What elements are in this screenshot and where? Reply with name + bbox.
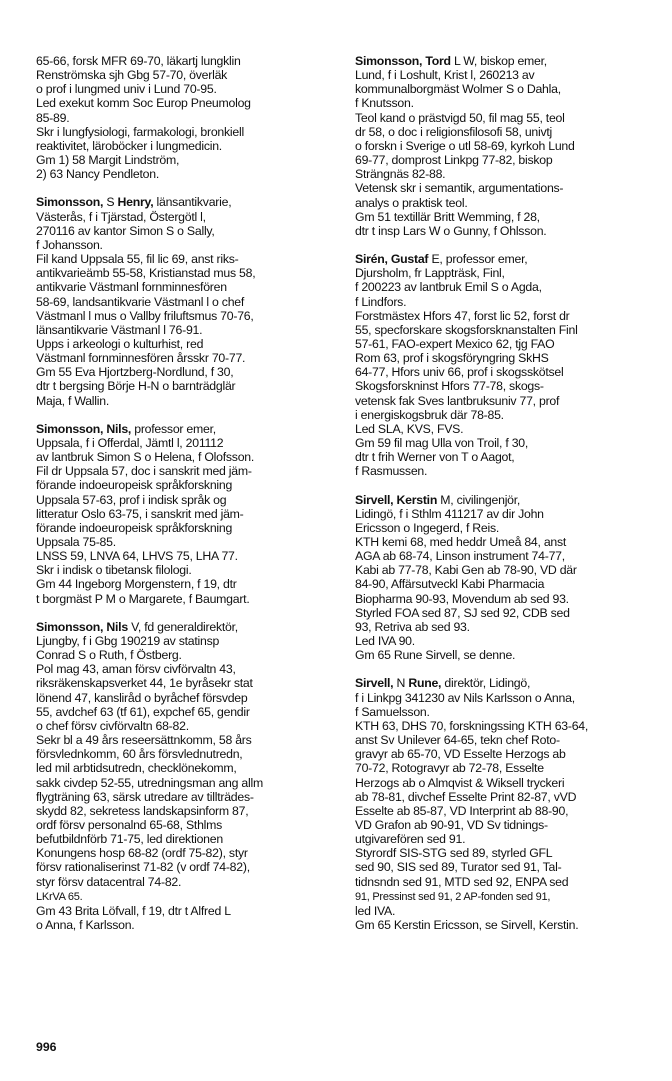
entry-name: Simonsson, xyxy=(36,195,104,210)
entry-text: sed 90, SIS sed 89, Turator sed 91, Tal- xyxy=(355,860,562,875)
entry-text-line xyxy=(36,676,336,690)
entry-text: 55, avdchef 63 (tf 61), expchef 65, gendir xyxy=(36,704,250,719)
entry-text-line xyxy=(355,280,655,294)
entry-text: t borgmäst P M o Margarete, f Baumgart. xyxy=(36,591,250,606)
entry-text-line xyxy=(355,648,655,662)
entry-text: led mil arbtidsutredn, checklönekomm, xyxy=(36,761,237,776)
entry-name: Rune, xyxy=(408,676,442,691)
entry-text: Skr i indisk o tibetansk filologi. xyxy=(36,563,192,578)
entry-text-line xyxy=(355,620,655,634)
entry-text: dtr t bergsing Börje H-N o barnträdglär xyxy=(36,379,236,394)
entry-text: Fil dr Uppsala 57, doc i sanskrit med jäm- xyxy=(36,464,252,479)
biography-entry-tord xyxy=(355,54,655,238)
entry-text-line xyxy=(355,464,655,478)
entry-text: Upps i arkeologi o kulturhist, red xyxy=(36,336,204,351)
entry-text: flygträning 63, särsk utredare av tillträdes- xyxy=(36,789,254,804)
entry-text-line xyxy=(355,507,655,521)
entry-heading-line xyxy=(36,620,336,634)
entry-text-line xyxy=(355,196,655,210)
entry-text-line xyxy=(355,521,655,535)
entry-text: Esselte ab 85-87, VD Interprint ab 88-90, xyxy=(355,803,569,818)
entry-text: led IVA. xyxy=(355,903,396,918)
entry-text-line xyxy=(355,111,655,125)
entry-text: KTH kemi 68, med heddr Umeå 84, anst xyxy=(355,535,567,549)
entry-text-line xyxy=(355,804,655,818)
entry-text: VD Grafon ab 90-91, VD Sv tidnings- xyxy=(355,817,548,832)
entry-text-line xyxy=(36,521,336,535)
entry-text: o forskn i Sverige o utl 58-69, kyrkoh Lund xyxy=(355,138,575,153)
entry-text-line xyxy=(36,904,336,918)
biography-entry-henry xyxy=(36,195,336,407)
entry-text-line xyxy=(355,422,655,436)
entry-text-line xyxy=(36,125,336,139)
entry-text: f Johansson. xyxy=(36,237,103,252)
entry-text-line xyxy=(36,889,336,904)
entry-text-line xyxy=(36,280,336,294)
entry-text: f Knutsson. xyxy=(355,96,414,111)
entry-name: Simonsson, Tord xyxy=(355,54,451,68)
entry-text-line xyxy=(36,662,336,676)
entry-text: antikvarieämb 55-58, Kristianstad mus 58, xyxy=(36,266,256,281)
entry-text: direktör, Lidingö, xyxy=(441,676,531,691)
entry-text: Rom 63, prof i skogsföryngring SkHS xyxy=(355,351,549,366)
entry-text-line xyxy=(355,323,655,337)
entry-text-line xyxy=(355,904,655,918)
entry-text: f i Linkpg 341230 av Nils Karlsson o Anna, xyxy=(355,690,575,705)
entry-text: antikvarie Västmanl fornminnesfören xyxy=(36,280,227,295)
entry-text: 65-66, forsk MFR 69-70, läkartj lungklin xyxy=(36,54,241,68)
entry-text-line xyxy=(36,733,336,747)
entry-text: 84-90, Affärsutveckl Kabi Pharmacia xyxy=(355,577,545,592)
entry-text-line xyxy=(355,592,655,606)
biography-entry-kerstin xyxy=(355,493,655,663)
entry-text-line xyxy=(355,351,655,365)
entry-text-line xyxy=(36,577,336,591)
entry-text-line xyxy=(355,790,655,804)
entry-text: analys o praktisk teol. xyxy=(355,195,468,210)
entry-text-line xyxy=(36,493,336,507)
entry-text: f 200223 av lantbruk Emil S o Agda, xyxy=(355,280,542,295)
entry-text-line xyxy=(355,918,655,932)
entry-text-line xyxy=(355,776,655,790)
entry-text-line xyxy=(355,153,655,167)
entry-text-line xyxy=(36,82,336,96)
entry-text-line xyxy=(36,705,336,719)
entry-text: sakk civdep 52-55, utredningsman ang allm xyxy=(36,775,263,790)
entry-text: Styrled FOA sed 87, SJ sed 92, CDB sed xyxy=(355,605,570,620)
entry-text-line xyxy=(36,846,336,860)
entry-text: N xyxy=(393,676,409,691)
entry-text-line xyxy=(36,464,336,478)
entry-text-line xyxy=(355,365,655,379)
entry-heading-line xyxy=(355,252,655,266)
entry-text: styr försv datacentral 74-82. xyxy=(36,874,182,889)
entry-text: Skogsforskninst Hfors 77-78, skogs- xyxy=(355,379,544,394)
entry-text-line xyxy=(36,96,336,110)
entry-text-line xyxy=(36,563,336,577)
entry-text: litteratur Oslo 63-75, i sanskrit med jäm- xyxy=(36,506,244,521)
entry-text-line xyxy=(36,351,336,365)
entry-text: länsantikvarie, xyxy=(153,195,232,210)
entry-text: Västmanl l mus o Vallby friluftsmus 70-76, xyxy=(36,308,254,323)
entry-text-line xyxy=(36,210,336,224)
entry-text: dr 58, o doc i religionsfilosofi 58, univtj xyxy=(355,124,553,139)
entry-text: lönend 47, kansliråd o byråchef försvdep xyxy=(36,690,248,705)
entry-text: försvlednkomm, 60 års försvlednutredn, xyxy=(36,747,243,762)
entry-text-line xyxy=(36,860,336,874)
entry-text-line xyxy=(36,379,336,393)
entry-text: Lund, f i Loshult, Krist l, 260213 av xyxy=(355,68,535,83)
entry-text-line xyxy=(355,889,655,904)
entry-text-line xyxy=(355,408,655,422)
entry-text: 69-77, domprost Linkpg 77-82, biskop xyxy=(355,153,553,168)
entry-text: Gm 51 textillär Britt Wemming, f 28, xyxy=(355,209,540,224)
entry-text: utgivarefören sed 91. xyxy=(355,832,466,847)
entry-text: anst Sv Unilever 64-65, tekn chef Roto- xyxy=(355,733,560,748)
entry-name: Henry, xyxy=(117,195,154,210)
entry-text-line xyxy=(36,719,336,733)
entry-text-line xyxy=(355,606,655,620)
entry-text-line xyxy=(355,96,655,110)
entry-text-line xyxy=(355,436,655,450)
entry-text-line xyxy=(355,846,655,860)
entry-text-line xyxy=(36,365,336,379)
entry-text-line xyxy=(36,323,336,337)
entry-text: V, fd generaldirektör, xyxy=(127,619,238,634)
entry-text: Gm 55 Eva Hjortzberg-Nordlund, f 30, xyxy=(36,365,234,380)
entry-text-line xyxy=(36,153,336,167)
entry-text: Forstmästex Hfors 47, forst lic 52, forst dr xyxy=(355,308,570,323)
entry-text: f Rasmussen. xyxy=(355,464,428,479)
entry-text-line xyxy=(355,82,655,96)
entry-text-line xyxy=(36,592,336,606)
entry-text-line xyxy=(36,747,336,761)
entry-text: professor emer, xyxy=(131,421,216,436)
entry-text: Pol mag 43, aman försv civförvaltn 43, xyxy=(36,662,236,677)
entry-text-line xyxy=(355,337,655,351)
entry-text-line xyxy=(355,691,655,705)
entry-text-line xyxy=(355,394,655,408)
entry-text: ordf försv personalnd 65-68, Sthlms xyxy=(36,817,223,832)
entry-text-line xyxy=(355,577,655,591)
entry-text: KTH 63, DHS 70, forskningssing KTH 63-64, xyxy=(355,718,589,733)
entry-text: Biopharma 90-93, Movendum ab sed 93. xyxy=(355,591,569,606)
entry-text: Västerås, f i Tjärstad, Östergötl l, xyxy=(36,209,206,224)
entry-heading-line xyxy=(36,195,336,209)
entry-text-line xyxy=(355,210,655,224)
entry-text: Gm 43 Brita Löfvall, f 19, dtr t Alfred L xyxy=(36,903,231,918)
entry-text: Ericsson o Ingegerd, f Reis. xyxy=(355,520,500,535)
entry-text-line xyxy=(36,266,336,280)
entry-text: Strängnäs 82-88. xyxy=(355,167,446,182)
entry-text: länsantikvarie Västmanl l 76-91. xyxy=(36,322,203,337)
left-column xyxy=(36,54,336,946)
entry-text-line xyxy=(36,761,336,775)
entry-heading-line xyxy=(36,54,336,68)
entry-text: Västmanl fornminnesfören årsskr 70-77. xyxy=(36,351,246,366)
entry-text: Uppsala 57-63, prof i indisk språk og xyxy=(36,492,227,507)
entry-text-line xyxy=(355,733,655,747)
entry-text: Sekr bl a 49 års reseersättnkomm, 58 års xyxy=(36,733,252,748)
entry-text: vetensk fak Sves lantbruksuniv 77, prof xyxy=(355,393,560,408)
entry-text: o Anna, f Karlsson. xyxy=(36,918,135,933)
entry-text: tidnsndn sed 91, MTD sed 92, ENPA sed xyxy=(355,874,569,889)
entry-text: 64-77, Hfors univ 66, prof i skogsskötsel xyxy=(355,365,564,380)
entry-text-line xyxy=(355,832,655,846)
entry-text-line xyxy=(36,167,336,181)
entry-text-line xyxy=(355,634,655,648)
entry-text: befutbildnförb 71-75, led direktionen xyxy=(36,832,223,847)
entry-text: Gm 65 Kerstin Ericsson, se Sirvell, Kerstin. xyxy=(355,918,579,933)
entry-heading-line xyxy=(355,493,655,507)
biography-entry-nils xyxy=(36,422,336,606)
entry-text-line xyxy=(36,818,336,832)
entry-text: 55, specforskare skogsforsknanstalten Finl xyxy=(355,322,578,337)
biography-entry-siren xyxy=(355,252,655,479)
entry-text-line xyxy=(355,309,655,323)
entry-text: Led IVA 90. xyxy=(355,634,415,649)
entry-text-line xyxy=(355,295,655,309)
entry-text: Gm 65 Rune Sirvell, se denne. xyxy=(355,648,516,663)
entry-text: 270116 av kantor Simon S o Sally, xyxy=(36,223,215,238)
entry-text-line xyxy=(36,549,336,563)
entry-name: Simonsson, Nils xyxy=(36,619,128,634)
entry-text: Djursholm, fr Lappträsk, Finl, xyxy=(355,266,505,281)
entry-text: 57-61, FAO-expert Mexico 62, tjg FAO xyxy=(355,336,555,351)
entry-text: 91, Pressinst sed 91, 2 AP-fonden sed 91, xyxy=(355,890,551,903)
entry-text-line xyxy=(36,139,336,153)
entry-text: E, professor emer, xyxy=(428,252,528,267)
entry-heading-line xyxy=(355,54,655,68)
biography-entry-rune xyxy=(355,676,655,932)
entry-text: Uppsala, f i Offerdal, Jämtl l, 201112 xyxy=(36,435,224,450)
entry-text: Lidingö, f i Sthlm 411217 av dir John xyxy=(355,506,544,521)
entry-text-line xyxy=(355,549,655,563)
entry-text: f Lindfors. xyxy=(355,294,407,309)
entry-text-line xyxy=(36,450,336,464)
entry-text-line xyxy=(355,125,655,139)
entry-text: o prof i lungmed univ i Lund 70-95. xyxy=(36,82,217,97)
entry-text: dtr t frih Werner von T o Aagot, xyxy=(355,450,515,465)
entry-text: Maja, f Wallin. xyxy=(36,393,110,408)
entry-text-line xyxy=(36,68,336,82)
entry-text: Konungens hosp 68-82 (ordf 75-82), styr xyxy=(36,846,248,861)
entry-text-line xyxy=(36,337,336,351)
entry-text-line xyxy=(36,790,336,804)
entry-text: skydd 82, sekretess landskapsinform 87, xyxy=(36,803,249,818)
entry-name: Sirvell, xyxy=(355,676,394,691)
entry-text-line xyxy=(36,252,336,266)
entry-text: Teol kand o prästvigd 50, fil mag 55, teol xyxy=(355,110,565,125)
entry-text-line xyxy=(36,804,336,818)
entry-text-line xyxy=(355,747,655,761)
entry-text: Ljungby, f i Gbg 190219 av statinsp xyxy=(36,633,220,648)
entry-text-line xyxy=(36,691,336,705)
entry-text-line xyxy=(355,705,655,719)
entry-text-line xyxy=(355,761,655,775)
entry-text: Styrordf SIS-STG sed 89, styrled GFL xyxy=(355,846,553,861)
entry-text: Fil kand Uppsala 55, fil lic 69, anst riks- xyxy=(36,252,239,267)
entry-text: Kabi ab 77-78, Kabi Gen ab 78-90, VD där xyxy=(355,563,577,578)
entry-text: o chef försv civförvaltn 68-82. xyxy=(36,718,189,733)
entry-text: M, civilingenjör, xyxy=(437,492,521,507)
entry-text: riksräkenskapsverket 44, 1e byråsekr stat xyxy=(36,676,253,691)
entry-text-line xyxy=(36,634,336,648)
entry-text-line xyxy=(36,295,336,309)
biography-entry-nilsv xyxy=(36,620,336,932)
entry-text: 70-72, Rotogravyr ab 72-78, Esselte xyxy=(355,761,544,776)
entry-text: LNSS 59, LNVA 64, LHVS 75, LHA 77. xyxy=(36,549,238,564)
entry-heading-line xyxy=(355,676,655,690)
entry-text-line xyxy=(36,224,336,238)
entry-text-line xyxy=(355,875,655,889)
entry-text: gravyr ab 65-70, VD Esselte Herzogs ab xyxy=(355,747,566,762)
entry-name: Sirvell, Kerstin xyxy=(355,492,438,507)
entry-text: Uppsala 75-85. xyxy=(36,535,116,549)
entry-text-line xyxy=(355,167,655,181)
entry-text-line xyxy=(355,818,655,832)
entry-text: Herzogs ab o Almqvist & Wiksell tryckeri xyxy=(355,775,565,790)
entry-text: 2) 63 Nancy Pendleton. xyxy=(36,167,160,182)
page-number: 996 xyxy=(36,1040,57,1054)
entry-text-line xyxy=(355,379,655,393)
entry-name: Sirén, Gustaf xyxy=(355,252,429,267)
entry-text: S xyxy=(103,195,118,210)
entry-text: försv rationaliserinst 71-82 (v ordf 74-82), xyxy=(36,860,250,875)
entry-text: ab 78-81, divchef Esselte Print 82-87, vVD xyxy=(355,789,577,804)
entry-text-line xyxy=(355,563,655,577)
entry-text: Led exekut komm Soc Europ Pneumolog xyxy=(36,96,251,111)
entry-text-line xyxy=(36,776,336,790)
entry-text: Gm 1) 58 Margit Lindström, xyxy=(36,153,180,168)
entry-text: Led SLA, KVS, FVS. xyxy=(355,421,464,436)
entry-text: Gm 44 Ingeborg Morgenstern, f 19, dtr xyxy=(36,577,237,592)
entry-text-line xyxy=(355,860,655,874)
entry-text: f Samuelsson. xyxy=(355,704,430,719)
entry-text-line xyxy=(36,394,336,408)
entry-text: 93, Retriva ab sed 93. xyxy=(355,619,470,634)
entry-text-line xyxy=(355,450,655,464)
entry-text-line xyxy=(36,507,336,521)
entry-text: AGA ab 68-74, Linson instrument 74-77, xyxy=(355,549,565,564)
entry-text-line xyxy=(36,478,336,492)
entry-text: 58-69, landsantikvarie Västmanl l o chef xyxy=(36,294,245,309)
entry-text-line xyxy=(355,139,655,153)
entry-text-line xyxy=(36,918,336,932)
entry-text: kommunalborgmäst Wolmer S o Dahla, xyxy=(355,82,561,97)
entry-name: Simonsson, Nils, xyxy=(36,421,132,436)
entry-text: Skr i lungfysiologi, farmakologi, bronkiell xyxy=(36,124,244,139)
entry-text-line xyxy=(36,238,336,252)
entry-text-line xyxy=(36,111,336,125)
entry-text-line xyxy=(355,719,655,733)
entry-text: Conrad S o Ruth, f Östberg. xyxy=(36,648,182,663)
entry-text-line xyxy=(355,68,655,82)
entry-text-line xyxy=(36,875,336,889)
entry-text: förande indoeuropeisk språkforskning xyxy=(36,478,233,493)
entry-text-line xyxy=(36,535,336,549)
biography-entry-cont xyxy=(36,54,336,181)
entry-text-line xyxy=(36,436,336,450)
entry-text: i energiskogsbruk där 78-85. xyxy=(355,407,504,422)
entry-heading-line xyxy=(36,422,336,436)
entry-text-line xyxy=(36,648,336,662)
entry-text: LKrVA 65. xyxy=(36,890,83,903)
entry-text: av lantbruk Simon S o Helena, f Olofsson. xyxy=(36,450,255,465)
entry-text-line xyxy=(355,535,655,549)
entry-text-line xyxy=(36,832,336,846)
entry-text: 85-89. xyxy=(36,110,70,125)
entry-text: förande indoeuropeisk språkforskning xyxy=(36,520,233,535)
entry-text-line xyxy=(355,181,655,195)
right-column xyxy=(355,54,655,946)
entry-text: reaktivitet, läroböcker i lungmedicin. xyxy=(36,138,222,153)
entry-text: Vetensk skr i semantik, argumentations- xyxy=(355,181,564,196)
entry-text-line xyxy=(355,266,655,280)
entry-text-line xyxy=(355,224,655,238)
entry-text: Renströmska sjh Gbg 57-70, överläk xyxy=(36,68,228,83)
entry-text: Gm 59 fil mag Ulla von Troil, f 30, xyxy=(355,436,529,451)
entry-text: L W, biskop emer, xyxy=(450,54,547,68)
entry-text: dtr t insp Lars W o Gunny, f Ohlsson. xyxy=(355,223,547,238)
entry-text-line xyxy=(36,309,336,323)
